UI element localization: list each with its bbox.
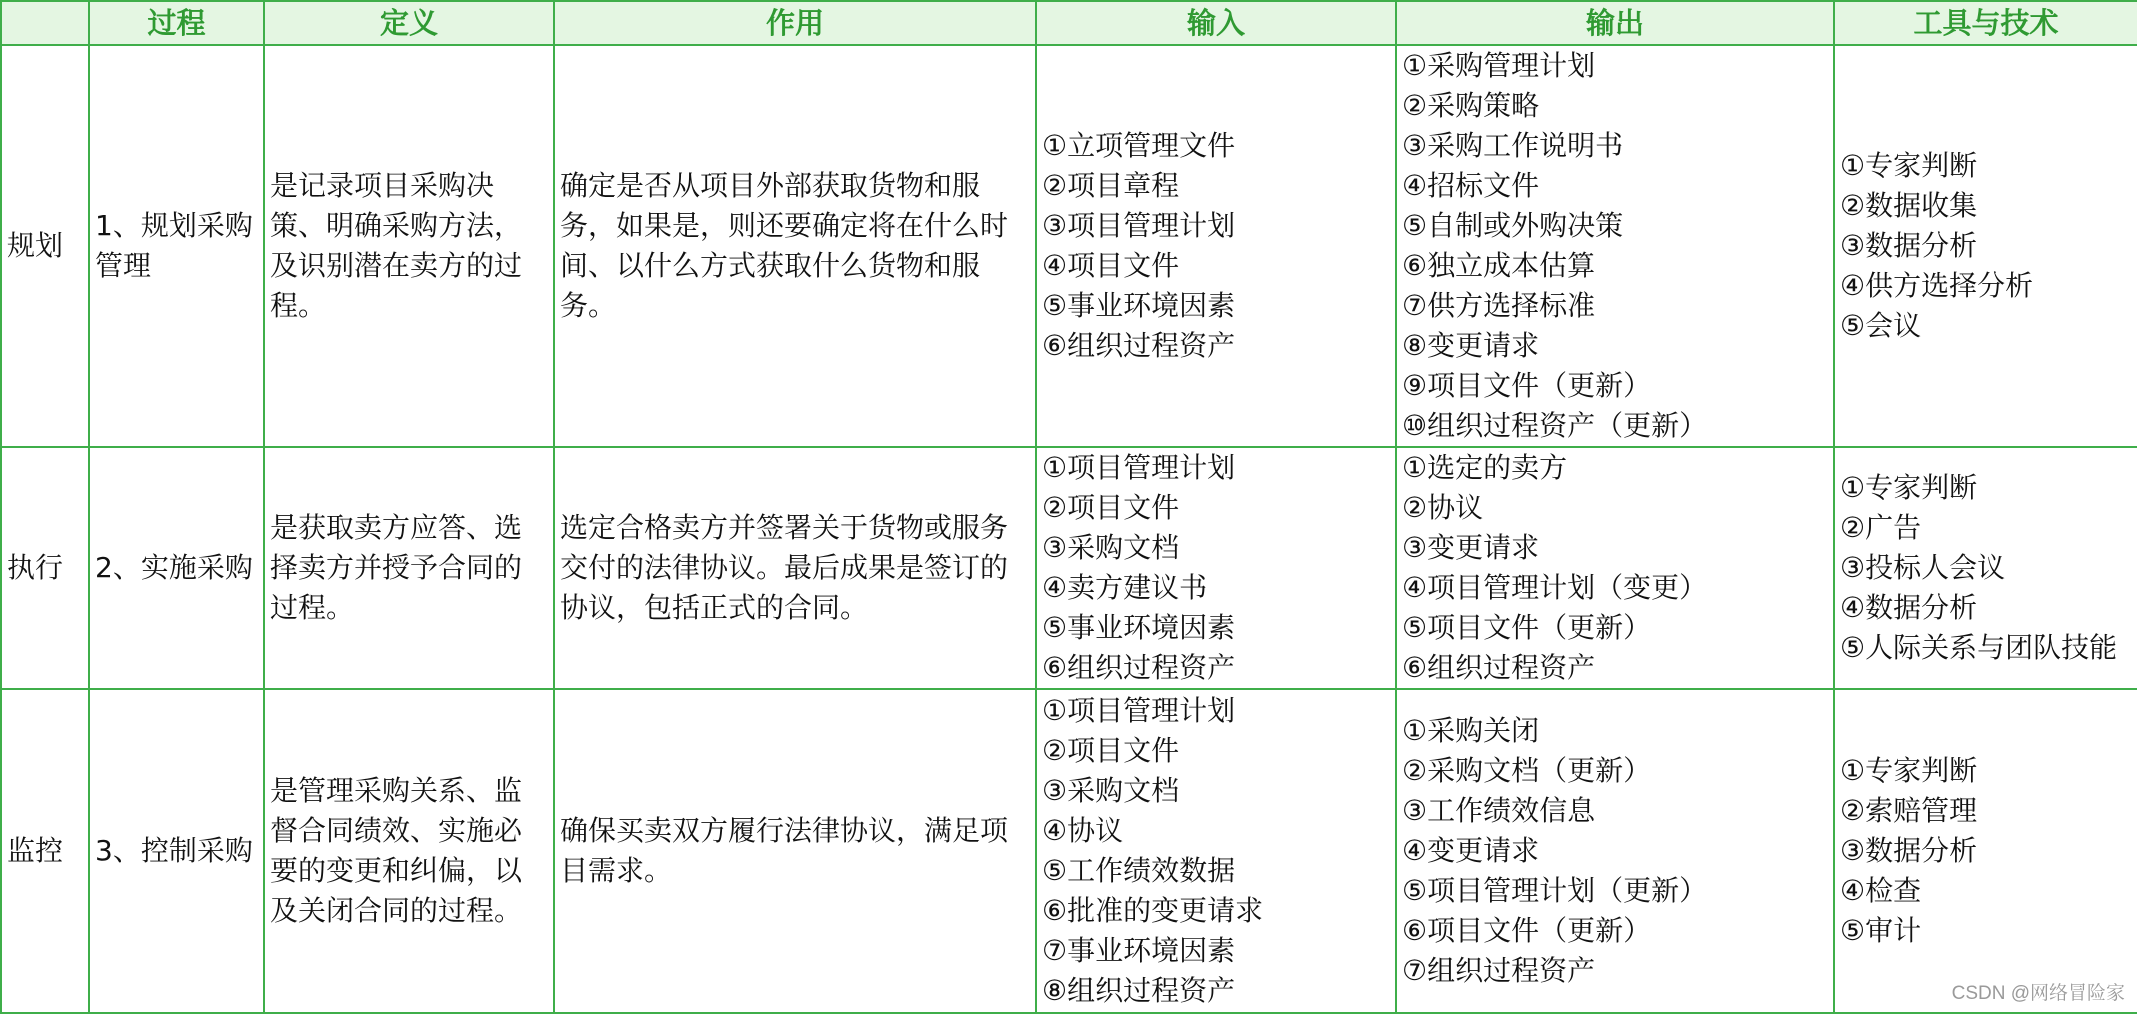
tool-item: ①专家判断 <box>1840 471 1978 504</box>
input-item: ⑥组织过程资产 <box>1042 651 1236 684</box>
tool-item: ③数据分析 <box>1840 229 1978 262</box>
input-item: ④协议 <box>1042 814 1124 847</box>
output-item: ⑦组织过程资产 <box>1402 954 1596 987</box>
process-name-cell: 3、控制采购 <box>89 689 264 1013</box>
output-item: ⑧变更请求 <box>1402 329 1540 362</box>
header-row <box>1 1 2137 45</box>
outputs-cell <box>1396 447 1834 689</box>
header-definition: 定义 <box>264 1 554 45</box>
tool-item: ⑤人际关系与团队技能 <box>1840 631 2118 664</box>
input-item: ②项目文件 <box>1042 491 1180 524</box>
output-item: ③采购工作说明书 <box>1402 129 1624 162</box>
process-name-cell: 2、实施采购 <box>89 447 264 689</box>
inputs-cell <box>1036 689 1396 1013</box>
output-item: ④招标文件 <box>1402 169 1540 202</box>
purpose-cell: 确保买卖双方履行法律协议，满足项目需求。 <box>554 689 1036 1013</box>
tool-item: ①专家判断 <box>1840 754 1978 787</box>
phase-cell: 监控 <box>1 689 89 1013</box>
output-item: ①采购管理计划 <box>1402 49 1596 82</box>
inputs-cell <box>1036 45 1396 447</box>
tool-item: ②索赔管理 <box>1840 794 1978 827</box>
output-item: ⑥独立成本估算 <box>1402 249 1596 282</box>
input-item: ④项目文件 <box>1042 249 1180 282</box>
tools-cell <box>1834 45 2137 447</box>
header-process: 过程 <box>89 1 264 45</box>
tool-item: ③投标人会议 <box>1840 551 2006 584</box>
output-item: ⑨项目文件（更新） <box>1402 369 1652 402</box>
tools-cell <box>1834 689 2137 1013</box>
output-item: ③变更请求 <box>1402 531 1540 564</box>
tools-cell <box>1834 447 2137 689</box>
output-item: ①采购关闭 <box>1402 714 1540 747</box>
input-item: ③采购文档 <box>1042 531 1180 564</box>
output-item: ⑤自制或外购决策 <box>1402 209 1624 242</box>
output-item: ④项目管理计划（变更） <box>1402 571 1708 604</box>
purpose-cell: 选定合格卖方并签署关于货物或服务交付的法律协议。最后成果是签订的协议，包括正式的合同。 <box>554 447 1036 689</box>
header-tools: 工具与技术 <box>1834 1 2137 45</box>
watermark: CSDN @网络冒险家 <box>1951 983 2125 1004</box>
output-item: ②采购策略 <box>1402 89 1540 122</box>
output-item: ③工作绩效信息 <box>1402 794 1596 827</box>
tool-item: ⑤会议 <box>1840 309 1922 342</box>
tool-item: ②数据收集 <box>1840 189 1978 222</box>
input-item: ①项目管理计划 <box>1042 694 1236 727</box>
input-item: ⑧组织过程资产 <box>1042 974 1236 1007</box>
header-inputs: 输入 <box>1036 1 1396 45</box>
output-item: ①选定的卖方 <box>1402 451 1568 484</box>
outputs-cell <box>1396 45 1834 447</box>
table-row <box>1 45 2137 447</box>
output-item: ⑥组织过程资产 <box>1402 651 1596 684</box>
input-item: ⑥组织过程资产 <box>1042 329 1236 362</box>
phase-cell: 规划 <box>1 45 89 447</box>
input-item: ⑥批准的变更请求 <box>1042 894 1264 927</box>
inputs-cell <box>1036 447 1396 689</box>
output-item: ⑥项目文件（更新） <box>1402 914 1652 947</box>
definition-cell: 是获取卖方应答、选择卖方并授予合同的过程。 <box>264 447 554 689</box>
header-outputs: 输出 <box>1396 1 1834 45</box>
output-item: ⑩组织过程资产（更新） <box>1402 409 1708 442</box>
tool-item: ⑤审计 <box>1840 914 1922 947</box>
input-item: ①项目管理计划 <box>1042 451 1236 484</box>
purpose-cell: 确定是否从项目外部获取货物和服务，如果是，则还要确定将在什么时间、以什么方式获取什么货物和服务。 <box>554 45 1036 447</box>
output-item: ④变更请求 <box>1402 834 1540 867</box>
input-item: ④卖方建议书 <box>1042 571 1208 604</box>
tool-item: ④检查 <box>1840 874 1922 907</box>
tool-item: ④供方选择分析 <box>1840 269 2034 302</box>
output-item: ②采购文档（更新） <box>1402 754 1652 787</box>
table-row <box>1 447 2137 689</box>
output-item: ⑤项目管理计划（更新） <box>1402 874 1708 907</box>
input-item: ⑤事业环境因素 <box>1042 611 1236 644</box>
input-item: ③采购文档 <box>1042 774 1180 807</box>
process-name-cell: 1、规划采购管理 <box>89 45 264 447</box>
header-phase <box>1 1 89 45</box>
tool-item: ①专家判断 <box>1840 149 1978 182</box>
input-item: ⑦事业环境因素 <box>1042 934 1236 967</box>
header-purpose: 作用 <box>554 1 1036 45</box>
input-item: ②项目章程 <box>1042 169 1180 202</box>
definition-cell: 是管理采购关系、监督合同绩效、实施必要的变更和纠偏，以及关闭合同的过程。 <box>264 689 554 1013</box>
phase-cell: 执行 <box>1 447 89 689</box>
outputs-cell <box>1396 689 1834 1013</box>
definition-cell: 是记录项目采购决策、明确采购方法，及识别潜在卖方的过程。 <box>264 45 554 447</box>
input-item: ⑤工作绩效数据 <box>1042 854 1236 887</box>
output-item: ②协议 <box>1402 491 1484 524</box>
table-row <box>1 689 2137 1013</box>
input-item: ①立项管理文件 <box>1042 129 1236 162</box>
output-item: ⑤项目文件（更新） <box>1402 611 1652 644</box>
input-item: ⑤事业环境因素 <box>1042 289 1236 322</box>
tool-item: ④数据分析 <box>1840 591 1978 624</box>
input-item: ③项目管理计划 <box>1042 209 1236 242</box>
input-item: ②项目文件 <box>1042 734 1180 767</box>
tool-item: ③数据分析 <box>1840 834 1978 867</box>
output-item: ⑦供方选择标准 <box>1402 289 1596 322</box>
tool-item: ②广告 <box>1840 511 1922 544</box>
